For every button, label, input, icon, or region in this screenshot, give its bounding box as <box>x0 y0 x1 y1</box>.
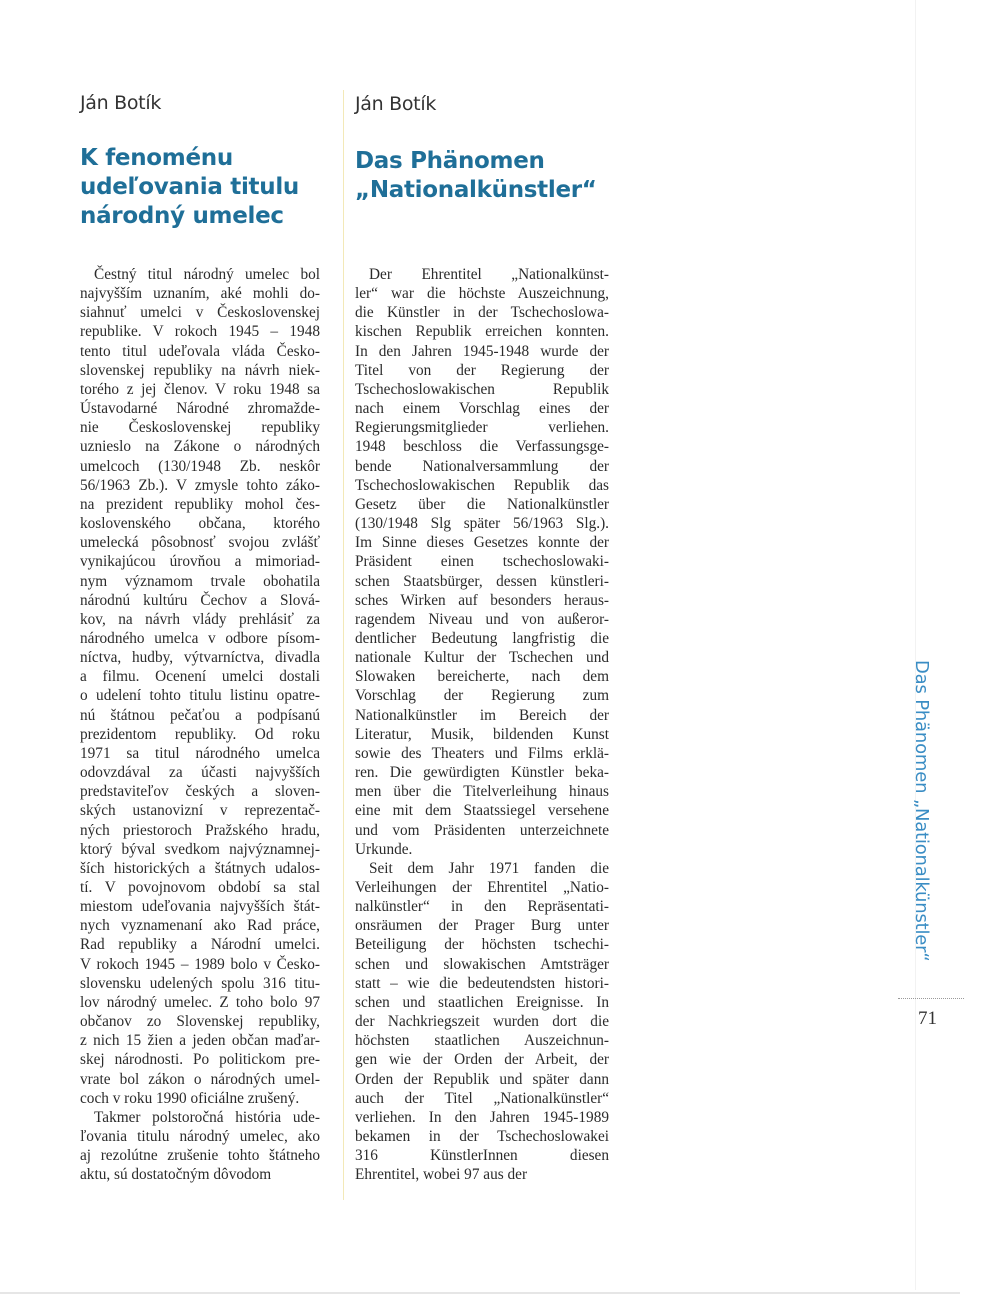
text-line: z nich 15 žien a jeden občan maďar- <box>80 1032 320 1050</box>
text-line: onsräumen der Prager Burg unter <box>355 917 609 935</box>
text-line: národného umelca v odbore písom- <box>80 629 320 647</box>
title-line: Das Phänomen <box>355 148 545 174</box>
text-line: uznieslo na Zákone o národných <box>80 438 320 456</box>
text-line: Takmer polstoročná história ude- <box>94 1108 320 1126</box>
text-line: schen und slowakischen Amtsträger <box>355 955 609 973</box>
body-text-german <box>355 265 609 1185</box>
title-right <box>355 147 597 205</box>
text-line: ragendem Niveau und von außeror- <box>355 610 609 628</box>
text-line: slovenskej republiky na návrh niek- <box>80 361 320 379</box>
text-line: Nationalkünstler im Bereich der <box>355 706 609 724</box>
text-line: vrate bol zákon o národných umel- <box>80 1070 320 1088</box>
text-line: statt – wie die bedeutendsten histori- <box>355 974 609 992</box>
paragraph <box>355 265 609 859</box>
text-line: 56/1963 Zb.). V zmysle tohto záko- <box>80 476 320 494</box>
text-line: národnú kultúru Čechov a Slová- <box>80 591 320 609</box>
text-line: Slowaken bereicherte, nach dem <box>355 668 609 686</box>
text-line: tí. V povojnovom období sa stal <box>80 879 320 896</box>
text-line: a filmu. Ocenení umelci dostali <box>80 668 320 686</box>
text-line: der Nachkriegszeit wurden dort die <box>355 1013 609 1031</box>
text-line: sches Wirken auf besonders heraus- <box>355 591 609 609</box>
text-line: Vorschlag der Regierung zum <box>355 687 609 705</box>
title-line: „Nationalkünstler“ <box>355 177 597 203</box>
text-line: Beteiligung der höchsten tschechi- <box>355 936 609 954</box>
text-line: und vom Präsidenten unterzeichnete <box>355 821 609 839</box>
text-line: Orden der Republik und später dann <box>355 1070 609 1088</box>
text-line: 1971 sa titul národného umelca <box>80 744 320 762</box>
page-number: 71 <box>918 1008 937 1029</box>
paragraph <box>355 859 609 1185</box>
text-line: aj rezolútne zrušenie tohto štátneho <box>80 1147 320 1165</box>
text-line: odovzdával za účasti najvyšších <box>80 764 320 782</box>
bottom-rule <box>0 1292 960 1294</box>
paragraph <box>80 265 320 1108</box>
text-line: prezidentom republiky. Od roku <box>80 725 320 743</box>
text-line: Literatur, Musik, bildenden Kunst <box>355 725 609 743</box>
text-line: slovensku udelených spolu 316 titu- <box>80 974 320 992</box>
text-line: skej národnosti. Po politickom pre- <box>80 1051 320 1069</box>
text-line: Titel von der Regierung der <box>355 361 609 379</box>
text-line: schen und staatlichen Ereignisse. In <box>355 993 609 1011</box>
running-title: Das Phänomen „Nationalkünstler“ <box>911 660 932 962</box>
text-line: auch der Titel „Nationalkünstler“ <box>355 1089 609 1107</box>
text-line: Tschechoslowakischen Republik <box>355 380 609 398</box>
text-line: ren. Die gewürdigten Künstler beka- <box>355 764 609 782</box>
text-line: Gesetz über die Nationalkünstler <box>355 495 609 513</box>
text-line: Im Sinne dieses Gesetzes konnte der <box>355 534 609 552</box>
text-line: o udelení tohto titulu listinu opatre- <box>80 687 320 705</box>
text-line: sowie des Theaters und Films erklä- <box>355 744 609 762</box>
text-line: občanov zo Slovenskej republiky, <box>80 1013 320 1031</box>
text-line: ných priestoroch Pražského hradu, <box>80 821 320 839</box>
text-line: Rad republiky a Národní umelci. <box>80 936 320 954</box>
text-line: Čestný titul národný umelec bol <box>94 266 320 283</box>
text-line: torého z jej členov. V roku 1948 sa <box>80 380 320 398</box>
text-line: siahnuť umelci v Československej <box>80 304 320 322</box>
text-line: Urkunde. <box>355 840 413 858</box>
text-line: (130/1948 Slg später 56/1963 Slg.). <box>355 515 609 533</box>
text-line: bekamen in der Tschechoslowakei <box>355 1128 609 1146</box>
text-line: dentlicher Bedeutung langfristig die <box>355 629 609 647</box>
text-line: Verleihungen der Ehrentitel „Natio- <box>355 879 609 896</box>
text-line: 316 KünstlerInnen diesen <box>355 1147 609 1165</box>
text-line: nationale Kultur der Tschechen und <box>355 649 609 667</box>
text-line: ších historických a štátnych udalos- <box>80 859 320 877</box>
text-line: Ústavodarné Národné zhromažde- <box>80 400 320 418</box>
text-line: nach einem Vorschlag eines der <box>355 400 609 418</box>
text-line: aktu, sú dostatočným dôvodom <box>80 1166 272 1184</box>
text-line: republike. V rokoch 1945 – 1948 <box>80 323 320 341</box>
text-line: ských ustanovizní v reprezentač- <box>80 802 320 820</box>
text-line: ktorý býval svedkom najvýznamnej- <box>80 840 320 858</box>
text-line: In den Jahren 1945-1948 wurde der <box>355 342 609 360</box>
text-line: die Künstler in der Tschechoslowa- <box>355 304 609 322</box>
paragraph <box>80 1108 320 1185</box>
text-line: schen Staatsbürger, dessen künstleri- <box>355 572 609 590</box>
author-left: Ján Botík <box>80 92 162 114</box>
text-line: Tschechoslowakischen Republik das <box>355 476 609 494</box>
text-line: eine mit dem Staatssiegel versehene <box>355 802 609 820</box>
text-line: miestom udeľovania najvyšších štát- <box>80 898 320 916</box>
text-line: nie Československej republiky <box>80 419 320 437</box>
text-line: predstaviteľov českých a sloven- <box>80 783 320 801</box>
text-line: höchsten staatlichen Auszeichnun- <box>355 1032 609 1050</box>
text-line: verliehen. In den Jahren 1945-1989 <box>355 1108 609 1126</box>
text-line: kov, na návrh vlády prehlásiť za <box>80 610 320 628</box>
text-line: V rokoch 1945 – 1989 bolo v Česko- <box>80 955 320 973</box>
text-line: umelcoch (130/1948 Zb. neskôr <box>80 457 320 475</box>
title-line: udeľovania titulu <box>80 174 299 200</box>
author-right: Ján Botík <box>355 93 437 115</box>
text-line: níctva, hudby, výtvarníctva, divadla <box>80 649 320 667</box>
text-line: nych vyznamenaní ako Rad práce, <box>80 917 320 935</box>
margin-rule <box>915 0 916 1290</box>
text-line: Seit dem Jahr 1971 fanden die <box>369 859 609 877</box>
column-divider <box>343 90 344 1200</box>
text-line: umelecká pôsobnosť svojou zvlášť <box>80 534 320 552</box>
text-line: coch v roku 1990 oficiálne zrušený. <box>80 1089 300 1107</box>
text-line: Ehrentitel, wobei 97 aus der <box>355 1166 528 1184</box>
title-line: K fenoménu <box>80 145 233 171</box>
text-line: nym významom trvale obohatila <box>80 572 320 590</box>
text-line: bende Nationalversammlung der <box>355 457 609 475</box>
text-line: Regierungsmitglieder verliehen. <box>355 419 609 437</box>
dotted-separator <box>898 998 964 999</box>
text-line: 1948 beschloss die Verfassungsge- <box>355 438 609 456</box>
text-line: ler“ war die höchste Auszeichnung, <box>355 285 609 303</box>
text-line: men über die Titelverleihung hinaus <box>355 783 609 801</box>
text-line: kischen Republik erreichen konnten. <box>355 323 609 341</box>
text-line: lov národný umelec. Z toho bolo 97 <box>80 993 320 1011</box>
text-line: koslovenského občana, ktorého <box>80 515 320 533</box>
text-line: na prezident republiky mohol čes- <box>80 495 320 513</box>
text-line: gen wie der Orden der Arbeit, der <box>355 1051 609 1069</box>
text-line: nú štátnou pečaťou a podpísanú <box>80 706 320 724</box>
text-line: ľovania titulu národný umelec, ako <box>80 1128 320 1146</box>
text-line: Der Ehrentitel „Nationalkünst- <box>369 266 609 283</box>
text-line: vynikajúcou úrovňou a mimoriad- <box>80 553 320 571</box>
text-line: Präsident einen tschechoslowaki- <box>355 553 609 571</box>
title-line: národný umelec <box>80 203 284 229</box>
text-line: tento titul udeľovala vláda Česko- <box>80 342 320 360</box>
body-text-slovak <box>80 265 320 1185</box>
text-line: nalkünstler“ in den Repräsentati- <box>355 898 609 916</box>
text-line: najvyšším uznaním, aké mohli do- <box>80 285 320 303</box>
title-left <box>80 144 299 231</box>
